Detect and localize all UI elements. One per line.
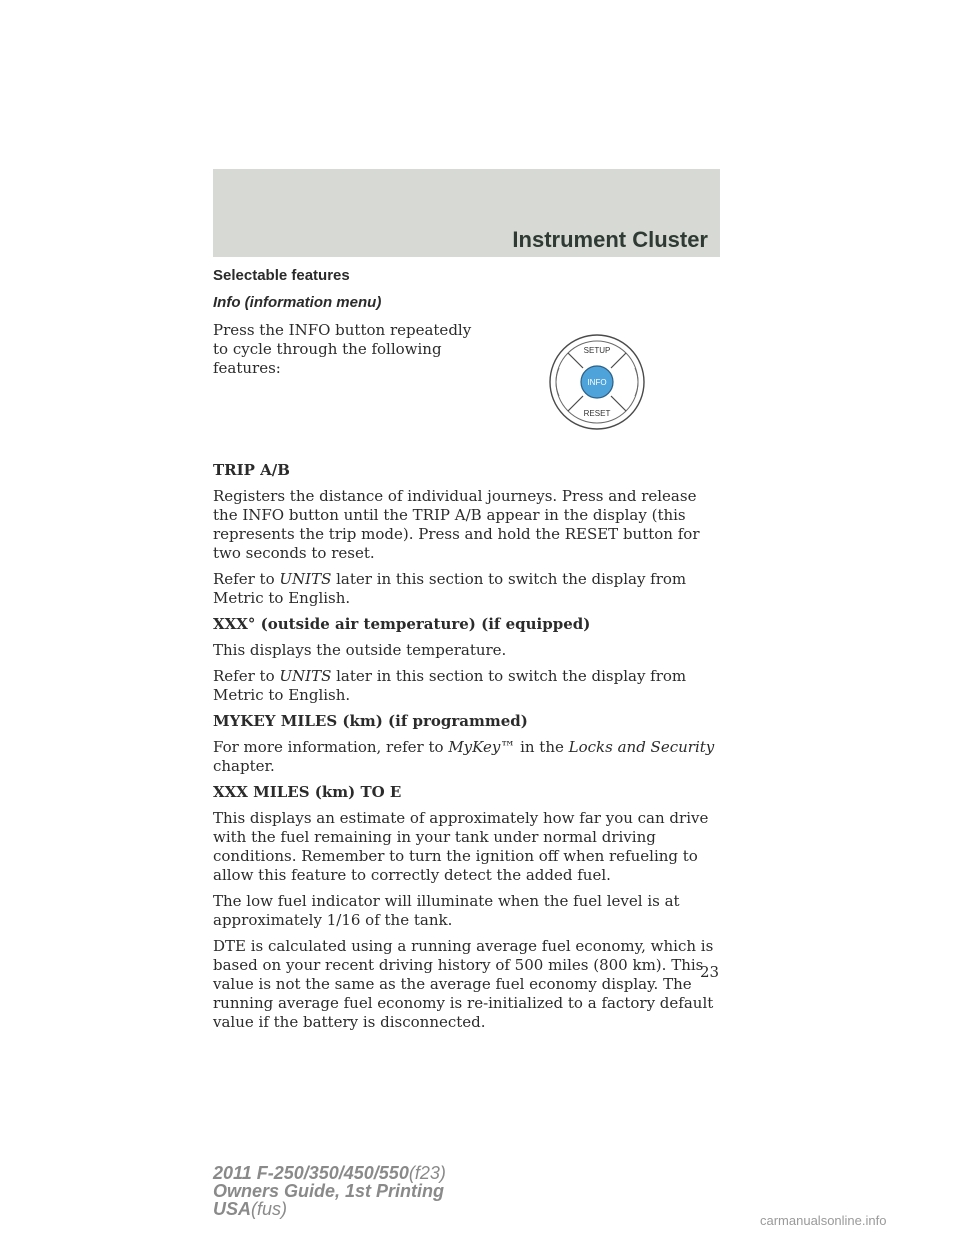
item-paragraph: Registers the distance of individual journeys. Press and release the INFO button until the TRIP A/B appear in the display (this represents the trip mode). Press and hold the RESET button for two seconds to reset. bbox=[213, 487, 700, 562]
item-heading-trip: TRIP A/B bbox=[213, 461, 290, 479]
intro-paragraph: Press the INFO button repeatedly to cycle through the following features: bbox=[213, 321, 472, 377]
item-heading-outside-temp: XXX° (outside air temperature) (if equipped) bbox=[213, 615, 591, 633]
item-paragraph: DTE is calculated using a running average fuel economy, which is based on your recent driving history of 500 miles (800 km). This value is not the same as the average fuel economy display. The running average fuel economy is re-initialized to a factory default value if the battery is disconnected. bbox=[213, 937, 714, 1031]
item-paragraph: This displays an estimate of approximately how far you can drive with the fuel remaining in your tank under normal driving conditions. Remember to turn the ignition off when refueling to allow this feature to correctly detect the added fuel. bbox=[213, 809, 709, 884]
info-button-control-graphic bbox=[547, 332, 647, 432]
section-heading: Selectable features bbox=[213, 267, 350, 284]
print-footer: 2011 F-250/350/450/550(f23) Owners Guide, 1st Printing USA(fus) bbox=[213, 1163, 446, 1219]
page-number: 23 bbox=[700, 963, 720, 981]
info-label: INFO bbox=[587, 378, 607, 387]
refer-paragraph: Refer to UNITS later in this section to switch the display from Metric to English. bbox=[213, 667, 687, 704]
item-paragraph: This displays the outside temperature. bbox=[213, 641, 507, 659]
mykey-reference: MyKey™ bbox=[448, 738, 516, 756]
units-reference: UNITS bbox=[279, 570, 332, 588]
chapter-reference: Locks and Security bbox=[568, 738, 715, 756]
units-reference: UNITS bbox=[279, 667, 332, 685]
subsection-heading: Info (information menu) bbox=[213, 294, 382, 311]
item-heading-dte: XXX MILES (km) TO E bbox=[213, 783, 402, 801]
info-paragraph: For more information, refer to MyKey™ in the Locks and Security chapter. bbox=[213, 738, 715, 775]
reset-label: RESET bbox=[583, 409, 611, 418]
item-heading-mykey: MYKEY MILES (km) (if programmed) bbox=[213, 712, 528, 730]
chapter-title: Instrument Cluster bbox=[512, 227, 708, 252]
watermark: carmanualsonline.info bbox=[760, 1213, 887, 1228]
item-paragraph: The low fuel indicator will illuminate when the fuel level is at approximately 1/16 of the tank. bbox=[213, 892, 680, 929]
setup-label: SETUP bbox=[583, 346, 611, 355]
refer-paragraph: Refer to UNITS later in this section to switch the display from Metric to English. bbox=[213, 570, 687, 607]
chapter-header-band bbox=[213, 169, 720, 257]
